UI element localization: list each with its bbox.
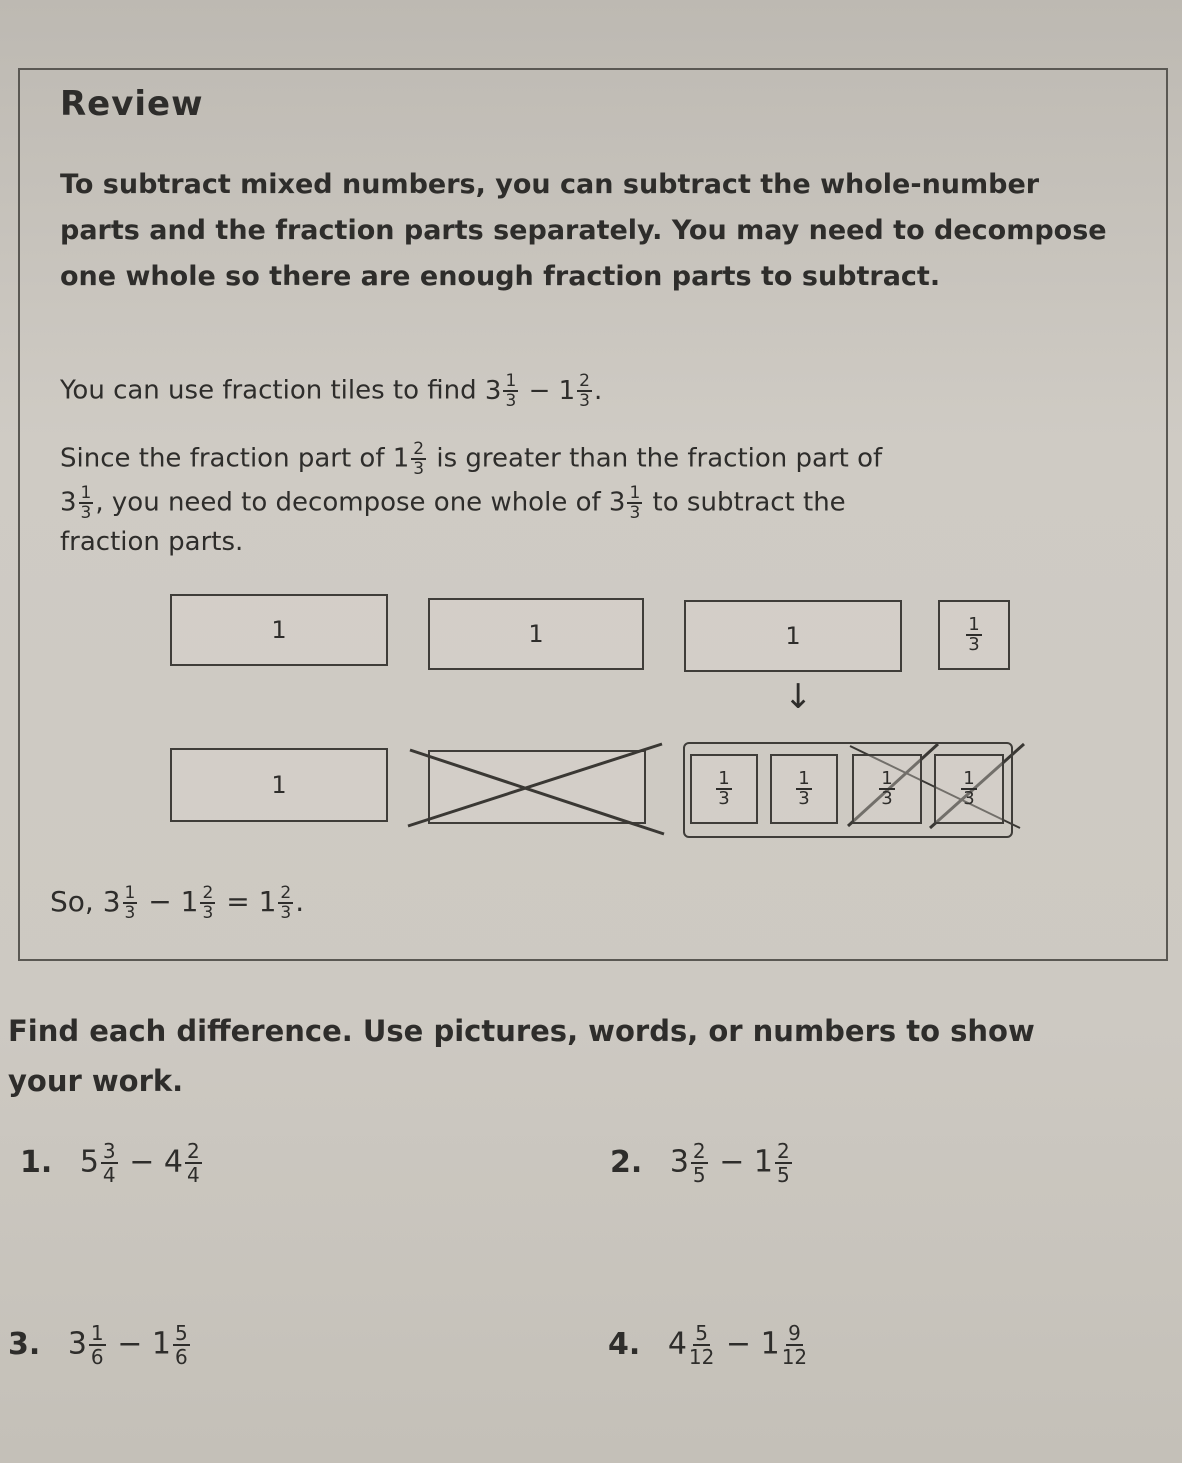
whole-tile: 1 — [428, 598, 644, 670]
problem-3: 3. 3 $\frac{1}{6}$ − 1 $\frac{5}{6}$ — [8, 1321, 188, 1369]
third-tile: $\frac{1}{3}$ — [690, 754, 758, 824]
result-equation: So, 3 $\frac{1}{3}$ − 1 $\frac{2}{3}$ = 1 $\frac{2}{3}$ . — [50, 883, 305, 923]
review-paragraph: To subtract mixed numbers, you can subtract the whole-number parts and the fraction parts separately. You may need to decompose one whole so there are enough fraction parts to subtract. — [60, 169, 1107, 292]
problem-1: 1. 5 $\frac{3}{4}$ − 4 $\frac{2}{4}$ — [20, 1139, 200, 1187]
since-line-3: fraction parts. — [60, 527, 244, 557]
third-tile: $\frac{1}{3}$ — [938, 600, 1010, 670]
example-expression: 3 $\frac{1}{3}$ − 1 $\frac{2}{3}$ . — [484, 371, 603, 411]
crossed-third-tile: $\frac{1}{3}$ — [934, 754, 1004, 824]
down-arrow-icon: ↓ — [784, 677, 813, 717]
review-title: Review — [60, 84, 204, 124]
since-line-2: 3 $\frac{1}{3}$ , you need to decompose one whole of 3 $\frac{1}{3}$ to subtract the — [60, 483, 846, 523]
fraction: $\frac{2}{3}$ — [579, 371, 590, 411]
tiles-intro-text: You can use fraction tiles to find — [60, 375, 477, 406]
problem-4: 4. 4 $\frac{5}{12}$ − 1 $\frac{9}{12}$ — [608, 1321, 808, 1369]
fraction: $\frac{1}{3}$ — [80, 483, 92, 523]
whole-tile: 1 — [170, 748, 388, 822]
whole-tile: 1 — [684, 600, 902, 672]
fraction: $\frac{1}{3}$ — [629, 483, 641, 523]
crossed-third-tile: $\frac{1}{3}$ — [852, 754, 922, 824]
third-tile: $\frac{1}{3}$ — [770, 754, 838, 824]
since-line-1: Since the fraction part of 1 $\frac{2}{3}$ is greater than the fraction part of — [60, 439, 883, 479]
instructions: Find each difference. Use pictures, words, or numbers to show your work. — [8, 1014, 1035, 1098]
fraction: $\frac{1}{3}$ — [505, 371, 517, 411]
whole-tile: 1 — [170, 594, 388, 666]
problem-2: 2. 3 $\frac{2}{5}$ − 1 $\frac{2}{5}$ — [610, 1139, 790, 1187]
fraction: $\frac{2}{3}$ — [413, 439, 425, 479]
